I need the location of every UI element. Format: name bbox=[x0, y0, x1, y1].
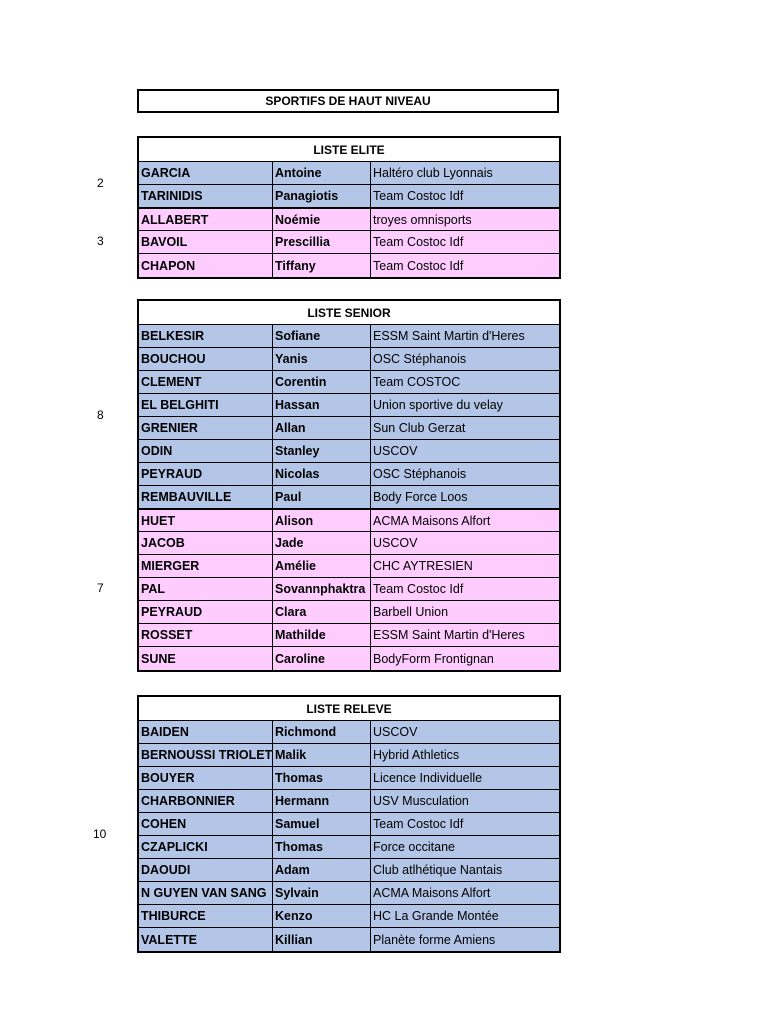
first-name-cell: Sylvain bbox=[273, 882, 371, 904]
first-name-cell: Thomas bbox=[273, 836, 371, 858]
last-name-cell: BOUYER bbox=[139, 767, 273, 789]
club-cell: Force occitane bbox=[373, 840, 455, 854]
first-name-cell: Allan bbox=[273, 417, 371, 439]
table-row bbox=[139, 394, 559, 417]
club-cell: Team Costoc Idf bbox=[373, 582, 464, 596]
table-row bbox=[139, 532, 559, 555]
table-row bbox=[139, 767, 559, 790]
table-row bbox=[139, 231, 559, 254]
club-cell: Team Costoc Idf bbox=[373, 258, 464, 273]
last-name-cell: TARINIDIS bbox=[139, 185, 273, 207]
club-cell: USV Musculation bbox=[373, 794, 469, 808]
first-name-cell: Paul bbox=[273, 486, 371, 508]
first-name-cell: Amélie bbox=[273, 555, 371, 577]
last-name-cell: CLEMENT bbox=[139, 371, 273, 393]
club-cell: Team COSTOC bbox=[373, 375, 461, 389]
table-row bbox=[139, 624, 559, 647]
first-name-cell: Adam bbox=[273, 859, 371, 881]
table-row bbox=[139, 721, 559, 744]
first-name-cell: Killian bbox=[273, 928, 371, 951]
first-name-cell: Richmond bbox=[273, 721, 371, 743]
last-name-cell: CZAPLICKI bbox=[139, 836, 273, 858]
last-name-cell: SUNE bbox=[139, 647, 273, 670]
last-name-cell: GRENIER bbox=[139, 417, 273, 439]
group-count: 8 bbox=[97, 408, 104, 422]
last-name-cell: COHEN bbox=[139, 813, 273, 835]
first-name-cell: Antoine bbox=[273, 162, 371, 184]
club-cell: OSC Stéphanois bbox=[373, 352, 467, 366]
last-name-cell: REMBAUVILLE bbox=[139, 486, 273, 508]
club-cell: Hybrid Athletics bbox=[373, 748, 460, 762]
first-name-cell: Stanley bbox=[273, 440, 371, 462]
club-cell: Union sportive du velay bbox=[373, 398, 503, 412]
table-row bbox=[139, 790, 559, 813]
last-name-cell: HUET bbox=[139, 510, 273, 531]
first-name-cell: Prescillia bbox=[273, 231, 371, 253]
club-cell: ESSM Saint Martin d'Heres bbox=[373, 329, 525, 343]
club-cell: OSC Stéphanois bbox=[373, 467, 467, 481]
group-count: 10 bbox=[93, 827, 107, 841]
table-row bbox=[139, 185, 559, 208]
first-name-cell: Alison bbox=[273, 510, 371, 531]
last-name-cell: PAL bbox=[139, 578, 273, 600]
last-name-cell: BERNOUSSI TRIOLET bbox=[139, 744, 273, 766]
table-row bbox=[139, 744, 559, 767]
last-name-cell: PEYRAUD bbox=[139, 463, 273, 485]
last-name-cell: THIBURCE bbox=[139, 905, 273, 927]
last-name-cell: BOUCHOU bbox=[139, 348, 273, 370]
first-name-cell: Panagiotis bbox=[273, 185, 371, 207]
list-liste-senior bbox=[137, 299, 561, 672]
table-row bbox=[139, 417, 559, 440]
first-name-cell: Samuel bbox=[273, 813, 371, 835]
club-cell: USCOV bbox=[373, 725, 418, 739]
table-row bbox=[139, 325, 559, 348]
first-name-cell: Thomas bbox=[273, 767, 371, 789]
first-name-cell: Yanis bbox=[273, 348, 371, 370]
first-name-cell: Malik bbox=[273, 744, 371, 766]
first-name-cell: Hassan bbox=[273, 394, 371, 416]
list-header: LISTE RELEVE bbox=[139, 697, 559, 721]
club-cell: Club atlhétique Nantais bbox=[373, 863, 503, 877]
last-name-cell: VALETTE bbox=[139, 928, 273, 951]
club-cell: Team Costoc Idf bbox=[373, 817, 464, 831]
last-name-cell: CHAPON bbox=[139, 254, 273, 277]
club-cell: Planète forme Amiens bbox=[373, 932, 496, 947]
list-header: LISTE SENIOR bbox=[139, 301, 559, 325]
club-cell: Barbell Union bbox=[373, 605, 449, 619]
last-name-cell: PEYRAUD bbox=[139, 601, 273, 623]
first-name-cell: Hermann bbox=[273, 790, 371, 812]
club-cell: USCOV bbox=[373, 444, 418, 458]
first-name-cell: Mathilde bbox=[273, 624, 371, 646]
table-row bbox=[139, 859, 559, 882]
table-row bbox=[139, 647, 559, 670]
first-name-cell: Noémie bbox=[273, 209, 371, 230]
club-cell: BodyForm Frontignan bbox=[373, 651, 494, 666]
table-row bbox=[139, 882, 559, 905]
first-name-cell: Kenzo bbox=[273, 905, 371, 927]
club-cell: troyes omnisports bbox=[373, 212, 472, 227]
first-name-cell: Clara bbox=[273, 601, 371, 623]
last-name-cell: BELKESIR bbox=[139, 325, 273, 347]
last-name-cell: JACOB bbox=[139, 532, 273, 554]
table-row bbox=[139, 371, 559, 394]
club-cell: Body Force Loos bbox=[373, 490, 468, 504]
first-name-cell: Tiffany bbox=[273, 254, 371, 277]
list-liste-elite bbox=[137, 136, 561, 279]
first-name-cell: Jade bbox=[273, 532, 371, 554]
first-name-cell: Sofiane bbox=[273, 325, 371, 347]
club-cell: Team Costoc Idf bbox=[373, 235, 464, 249]
last-name-cell: CHARBONNIER bbox=[139, 790, 273, 812]
club-cell: HC La Grande Montée bbox=[373, 909, 499, 923]
table-row bbox=[139, 601, 559, 624]
list-header: LISTE ELITE bbox=[139, 138, 559, 162]
table-row bbox=[139, 905, 559, 928]
table-row bbox=[139, 928, 559, 951]
last-name-cell: ODIN bbox=[139, 440, 273, 462]
group-count: 2 bbox=[97, 176, 104, 190]
club-cell: Licence Individuelle bbox=[373, 771, 483, 785]
table-row bbox=[139, 348, 559, 371]
club-cell: Sun Club Gerzat bbox=[373, 421, 466, 435]
table-row bbox=[139, 162, 559, 185]
first-name-cell: Caroline bbox=[273, 647, 371, 670]
club-cell: ACMA Maisons Alfort bbox=[373, 513, 491, 528]
last-name-cell: MIERGER bbox=[139, 555, 273, 577]
table-row bbox=[139, 813, 559, 836]
club-cell: CHC AYTRESIEN bbox=[373, 559, 473, 573]
table-row bbox=[139, 836, 559, 859]
last-name-cell: BAVOIL bbox=[139, 231, 273, 253]
table-row bbox=[139, 486, 559, 509]
table-row bbox=[139, 254, 559, 277]
club-cell: ACMA Maisons Alfort bbox=[373, 886, 491, 900]
group-count: 7 bbox=[97, 580, 104, 595]
last-name-cell: ALLABERT bbox=[139, 209, 273, 230]
table-row bbox=[139, 208, 559, 231]
club-cell: ESSM Saint Martin d'Heres bbox=[373, 628, 525, 642]
club-cell: USCOV bbox=[373, 536, 418, 550]
last-name-cell: ROSSET bbox=[139, 624, 273, 646]
last-name-cell: GARCIA bbox=[139, 162, 273, 184]
last-name-cell: BAIDEN bbox=[139, 721, 273, 743]
first-name-cell: Nicolas bbox=[273, 463, 371, 485]
group-count: 3 bbox=[97, 233, 104, 248]
first-name-cell: Corentin bbox=[273, 371, 371, 393]
table-row bbox=[139, 440, 559, 463]
table-row bbox=[139, 555, 559, 578]
last-name-cell: EL BELGHITI bbox=[139, 394, 273, 416]
table-row bbox=[139, 509, 559, 532]
last-name-cell: N GUYEN VAN SANG bbox=[139, 882, 273, 904]
club-cell: Team Costoc Idf bbox=[373, 189, 464, 203]
list-liste-releve bbox=[137, 695, 561, 953]
page-title: SPORTIFS DE HAUT NIVEAU bbox=[137, 89, 559, 113]
table-row bbox=[139, 578, 559, 601]
last-name-cell: DAOUDI bbox=[139, 859, 273, 881]
club-cell: Haltéro club Lyonnais bbox=[373, 166, 493, 180]
table-row bbox=[139, 463, 559, 486]
first-name-cell: Sovannphaktra bbox=[273, 578, 371, 600]
